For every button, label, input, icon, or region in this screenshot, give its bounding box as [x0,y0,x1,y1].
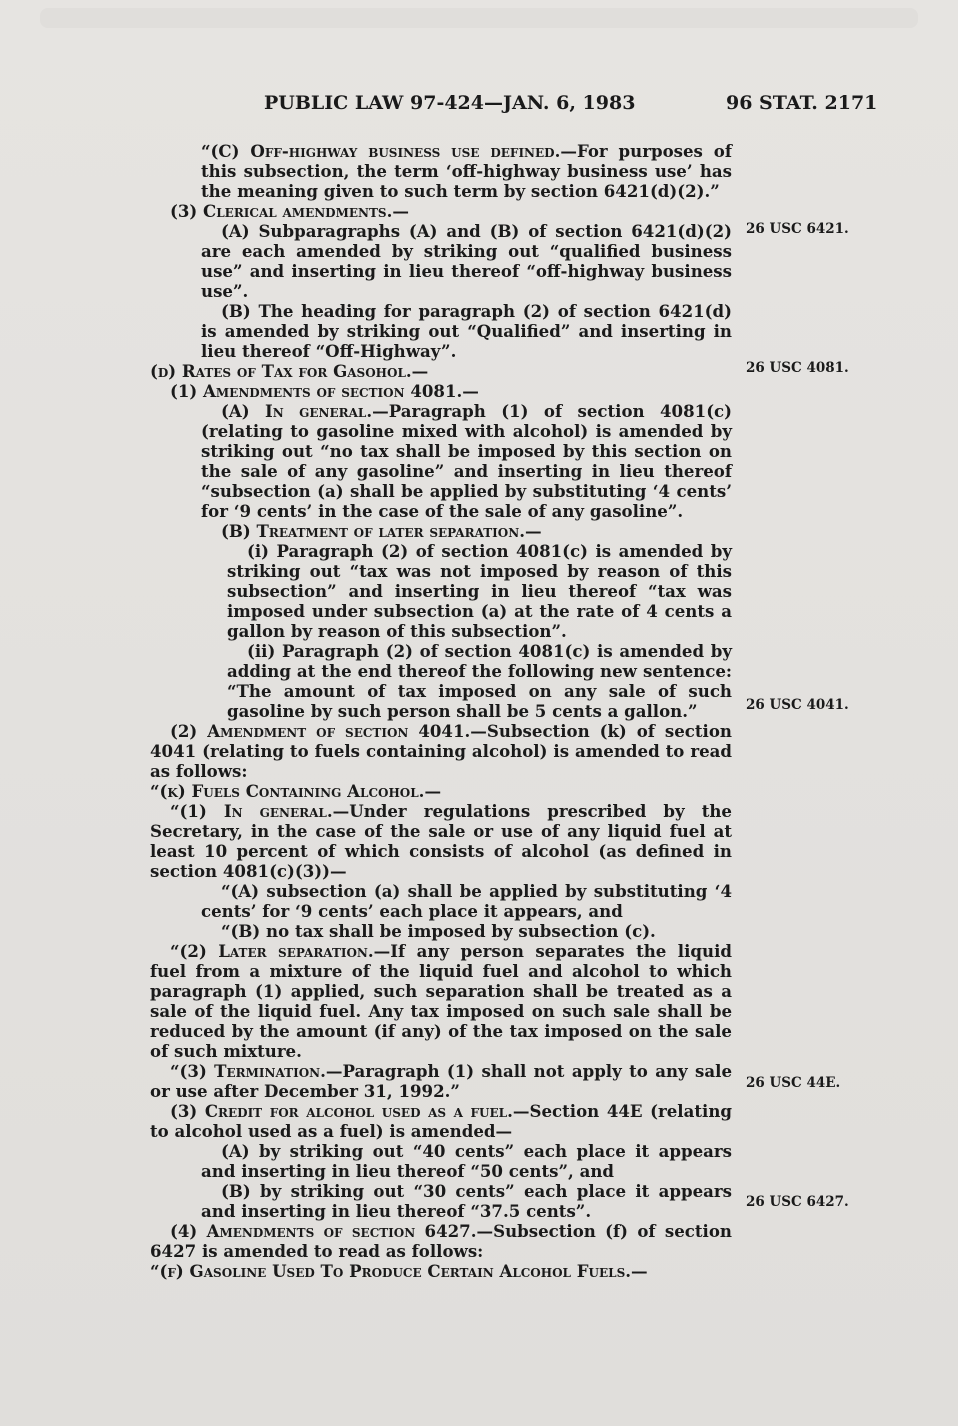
paragraph: (ii) Paragraph (2) of section 4081(c) is amended by adding at the end thereof the following new sentence: “The amount of tax imposed on any sale of such gasoline by such person shall be 5 cents a gallon.” [227,641,732,721]
paragraph: (B) The heading for paragraph (2) of section 6421(d) is amended by striking out “Qualified” and inserting in lieu thereof “Off-Highway”. [201,301,732,361]
paragraph: (i) Paragraph (2) of section 4081(c) is amended by striking out “tax was not imposed by reason of this subsection” and inserting in lieu thereof “tax was imposed under subsection (a) at the rate of 4 cents a gallon by reason of this subsection”. [227,541,732,641]
paragraph: (3) Clerical amendments.— [170,201,409,221]
margin-note: 26 USC 4041. [746,697,849,713]
paragraph: (1) Amendments of section 4081.— [170,381,479,401]
paragraph: (2) Amendment of section 4041.—Subsection (k) of section 4041 (relating to fuels containing alcohol) is amended to read as follows: [150,721,732,781]
margin-note: 26 USC 4081. [746,360,849,376]
paragraph: (A) by striking out “40 cents” each place it appears and inserting in lieu thereof “50 cents”, and [201,1141,732,1181]
margin-note: 26 USC 44E. [746,1075,841,1091]
paragraph: “(C) Off-highway business use defined.—For purposes of this subsection, the term ‘off-highway business use’ has the meaning given to such term by section 6421(d)(2).” [201,141,732,201]
section-heading: (d) Rates of Tax for Gasohol.— [150,361,429,381]
paragraph: (3) Credit for alcohol used as a fuel.—Section 44E (relating to alcohol used as a fuel) is amended— [150,1101,732,1141]
paragraph: (A) Subparagraphs (A) and (B) of section 6421(d)(2) are each amended by striking out “qualified business use” and inserting in lieu thereof “off-highway business use”. [201,221,732,301]
bleed-through-artifact [40,8,918,28]
statute-page-number: 96 STAT. 2171 [726,92,878,114]
paragraph: (B) Treatment of later separation.— [221,521,542,541]
margin-note: 26 USC 6421. [746,221,849,237]
paragraph: (4) Amendments of section 6427.—Subsection (f) of section 6427 is amended to read as follows: [150,1221,732,1261]
paragraph: “(B) no tax shall be imposed by subsection (c). [221,921,656,941]
paragraph: (A) In general.—Paragraph (1) of section 4081(c) (relating to gasoline mixed with alcohol) is amended by striking out “no tax shall be imposed by this section on the sale of any gasoline” and inserting in lieu thereof “subsection (a) shall be applied by substituting ‘4 cents’ for ‘9 cents’ in the case of the sale of any gasoline”. [201,401,733,521]
paragraph: “(A) subsection (a) shall be applied by substituting ‘4 cents’ for ‘9 cents’ each place it appears, and [201,881,732,921]
margin-note: 26 USC 6427. [746,1194,849,1210]
running-header [0,92,958,122]
law-citation-header: PUBLIC LAW 97-424—JAN. 6, 1983 [264,92,636,114]
paragraph: (B) by striking out “30 cents” each place it appears and inserting in lieu thereof “37.5 cents”. [201,1181,732,1221]
statute-body [150,141,732,1281]
paragraph: “(k) Fuels Containing Alcohol.— [150,781,442,801]
paragraph: “(3) Termination.—Paragraph (1) shall not apply to any sale or use after December 31, 1992.” [150,1061,732,1101]
paragraph: “(1) In general.—Under regulations prescribed by the Secretary, in the case of the sale or use of any liquid fuel at least 10 percent of which consists of alcohol (as defined in section 4081(c)(3))— [150,801,732,881]
paragraph: “(f) Gasoline Used To Produce Certain Alcohol Fuels.— [150,1261,648,1281]
paragraph: “(2) Later separation.—If any person separates the liquid fuel from a mixture of the liquid fuel and alcohol to which paragraph (1) applied, such separation shall be treated as a sale of the liquid fuel. Any tax imposed on such sale shall be reduced by the amount (if any) of the tax imposed on the sale of such mixture. [150,941,732,1061]
